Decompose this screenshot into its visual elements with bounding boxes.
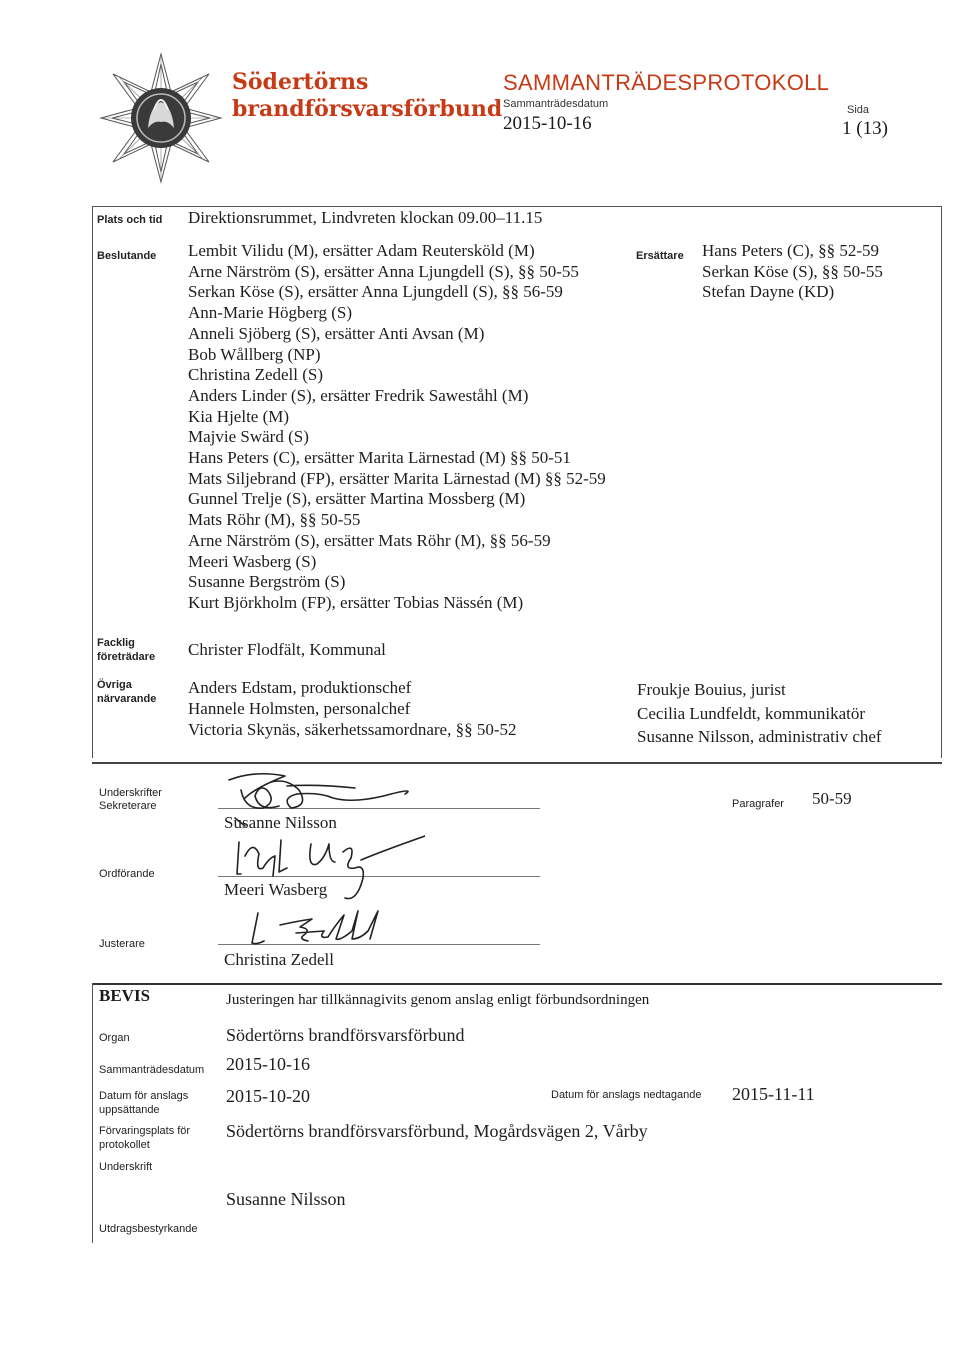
ovriga-right-list [637,678,882,749]
forvaring-value: Södertörns brandförsvarsförbund, Mogårdsvägen 2, Vårby [226,1121,648,1141]
list-item: Kurt Björkholm (FP), ersätter Tobias Nässén (M) [188,592,524,612]
list-item: Lembit Vilidu (M), ersätter Adam Reutersköld (M) [188,241,535,260]
fire-brigade-emblem-icon [98,50,224,185]
nedtagande-value: 2015-11-11 [732,1084,815,1104]
page-label: Sida [847,104,870,116]
ordforande-label: Ordförande [99,868,155,880]
list-item: Serkan Köse (S), ersätter Anna Ljungdell (S), §§ 56-59 [188,282,563,302]
paragrafer-value: 50-59 [812,789,852,808]
org-name-line1: Södertörns [232,69,369,95]
sammantradesdatum-label: Sammanträdesdatum [99,1064,205,1076]
organ-label: Organ [99,1032,130,1044]
list-item: Hannele Holmsten, personalchef [188,698,411,718]
underskrift-name: Susanne Nilsson [226,1189,346,1209]
facklig-label: Facklig företrädare [97,637,156,664]
date-label: Sammanträdesdatum [503,98,609,110]
list-item: Gunnel Trelje (S), ersätter Martina Mossberg (M) [188,489,526,509]
underskrifter-label: Underskrifter [99,787,162,799]
org-name-line2: brandförsvarsförbund [232,96,503,122]
facklig-value: Christer Flodfält, Kommunal [188,640,386,659]
list-item: Kia Hjelte (M) [188,406,290,426]
forvaring-label: Förvaringsplats för protokollet [99,1125,191,1152]
sekreterare-signature [215,768,455,830]
plats-value: Direktionsrummet, Lindvreten klockan 09.00–11.15 [188,208,543,227]
ovriga-left-list [188,678,517,740]
list-item: Mats Siljebrand (FP), ersätter Marita Lärnestad (M) §§ 52-59 [188,468,606,488]
page-number: 1 (13) [842,118,888,139]
left-border-lower [92,983,93,1243]
list-item: Majvie Swärd (S) [188,427,309,447]
list-item: Anders Linder (S), ersätter Fredrik Saweståhl (M) [188,385,529,405]
document-title: SAMMANTRÄDESPROTOKOLL [503,70,830,95]
list-item: Mats Röhr (M), §§ 50-55 [188,510,361,530]
uppsattande-value: 2015-10-20 [226,1086,310,1106]
nedtagande-label: Datum för anslags nedtagande [551,1089,702,1101]
ersattare-label: Ersättare [636,250,684,262]
list-item: Stefan Dayne (KD) [702,282,835,302]
list-item: Susanne Nilsson, administrativ chef [637,727,882,746]
date-value: 2015-10-16 [503,113,592,134]
ordforande-signature [225,828,425,910]
sammantradesdatum-value: 2015-10-16 [226,1054,310,1074]
list-item: Ann-Marie Högberg (S) [188,303,352,323]
list-item: Victoria Skynäs, säkerhetssamordnare, §§ 50-52 [188,719,517,739]
list-item: Hans Peters (C), §§ 52-59 [702,241,880,260]
list-item: Anneli Sjöberg (S), ersätter Anti Avsan (M) [188,323,485,343]
plats-label: Plats och tid [97,214,163,226]
list-item: Anders Edstam, produktionschef [188,678,412,697]
list-item: Meeri Wasberg (S) [188,551,317,571]
justerare-name: Christina Zedell [224,950,335,969]
left-border-upper [92,206,93,758]
sekreterare-label: Sekreterare [99,800,157,812]
right-border-upper [941,206,942,758]
list-item: Susanne Bergström (S) [188,572,346,592]
bevis-section-border [92,983,942,985]
signature-section-border [92,762,942,764]
list-item: Arne Närström (S), ersätter Mats Röhr (M), §§ 56-59 [188,530,551,550]
ovriga-label: Övriga närvarande [97,679,157,706]
organ-value: Södertörns brandförsvarsförbund [226,1025,465,1045]
list-item: Froukje Bouius, jurist [637,680,786,699]
underskrift-label: Underskrift [99,1161,153,1173]
utdragsbestyrkande-label: Utdragsbestyrkande [99,1223,198,1235]
bevis-title: BEVIS [99,986,151,1005]
beslutande-label: Beslutande [97,250,157,262]
bevis-statement: Justeringen har tillkännagivits genom anslag enligt förbundsordningen [226,992,650,1008]
list-item: Hans Peters (C), ersätter Marita Lärnestad (M) §§ 50-51 [188,448,571,468]
logo [98,50,224,185]
ersattare-list [702,241,932,303]
list-item: Arne Närström (S), ersätter Anna Ljungdell (S), §§ 50-55 [188,261,579,281]
list-item: Bob Wållberg (NP) [188,344,321,364]
justerare-label: Justerare [99,938,145,950]
ordforande-name: Meeri Wasberg [224,880,328,899]
uppsattande-label: Datum för anslags uppsättande [99,1090,189,1117]
justerare-signature [228,905,408,953]
list-item: Cecilia Lundfeldt, kommunikatör [637,703,866,723]
sekreterare-name: Susanne Nilsson [224,813,337,832]
paragrafer-label: Paragrafer [732,798,784,810]
top-border [92,206,942,207]
list-item: Serkan Köse (S), §§ 50-55 [702,261,883,281]
beslutande-list [188,241,628,614]
list-item: Christina Zedell (S) [188,365,324,385]
